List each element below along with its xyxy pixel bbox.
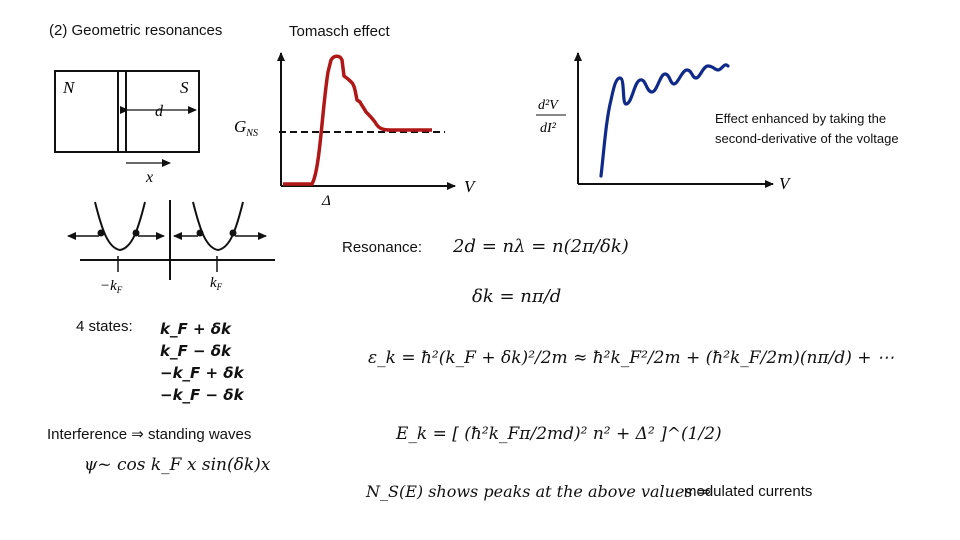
state-item: −k_F − δk xyxy=(160,386,244,404)
conductance-plot xyxy=(234,53,477,209)
label-s: S xyxy=(180,78,189,97)
dispersion-diagram xyxy=(68,200,275,295)
state-item: −k_F + δk xyxy=(160,364,244,382)
section-title: (2) Geometric resonances xyxy=(49,22,223,39)
state-item: k_F + δk xyxy=(160,320,232,338)
label-x: x xyxy=(146,169,154,186)
label-n: N xyxy=(63,78,75,97)
label-d: d xyxy=(155,103,163,120)
neg-kf-label: $-k_F$ xyxy=(100,278,123,295)
wavefunction: ψ~ cos k_F x sin(δk)x xyxy=(84,455,271,475)
conductance-curve xyxy=(283,56,432,184)
states-list xyxy=(160,318,244,406)
delta-k-equation: δk = nπ/d xyxy=(472,286,562,307)
ylabel-numerator: d²V xyxy=(538,98,558,113)
energy-equation: E_k = [ (ħ²k_Fπ/2md)² n² + Δ² ]^(1/2) xyxy=(396,424,722,444)
conclusion-math: N_S(E) shows peaks at the above values ⇒ xyxy=(366,482,712,501)
v-axis-label: V xyxy=(779,174,790,193)
tomasch-title: Tomasch effect xyxy=(289,23,390,40)
left-parabola xyxy=(95,202,145,250)
resonance-label: Resonance: xyxy=(342,239,423,256)
state-item: k_F − δk xyxy=(160,342,232,360)
interference-text: Interference ⇒ standing waves xyxy=(47,426,252,443)
resonance-equation: 2d = nλ = n(2π/δk) xyxy=(453,236,629,257)
states-label: 4 states: xyxy=(76,318,133,335)
gns-label: $G_{NS}$ xyxy=(234,117,258,139)
derivative-curve xyxy=(601,65,728,176)
note-line-1: Effect enhanced by taking the xyxy=(715,111,887,126)
ylabel-denominator: dI² xyxy=(540,121,556,136)
right-parabola xyxy=(193,202,243,250)
note-line-2: second-derivative of the voltage xyxy=(715,131,899,146)
epsilon-equation: ε_k = ħ²(k_F + δk)²/2m ≈ ħ²k_F²/2m + (ħ²k_F/2m)(nπ/d) + ⋯ xyxy=(368,348,894,368)
conclusion-text: modulated currents xyxy=(684,483,813,500)
pos-kf-label: $k_F$ xyxy=(210,275,223,292)
v-axis-label: V xyxy=(464,177,475,196)
gap-label: Δ xyxy=(322,193,331,209)
ns-junction-diagram xyxy=(55,71,199,186)
